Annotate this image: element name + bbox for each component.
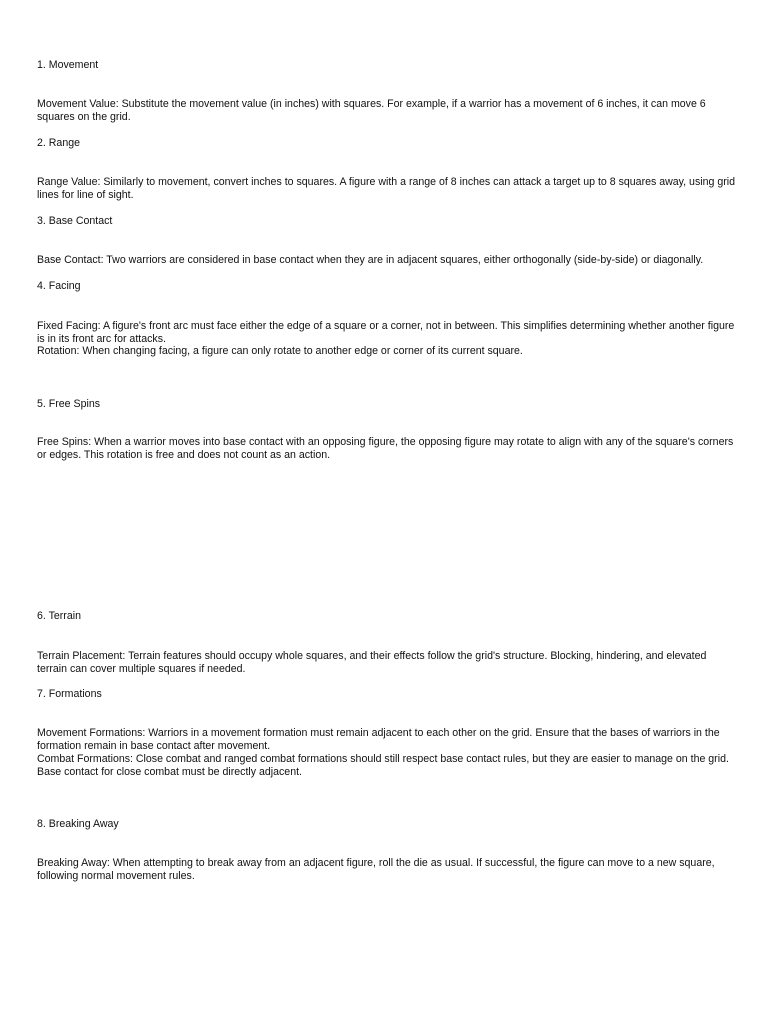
paragraph-fixed-facing: Fixed Facing: A figure's front arc must face either the edge of a square or a corner, not in between. This simplifies determining whether another figure is in its front arc for attacks. <box>37 320 735 345</box>
paragraph-rotation: Rotation: When changing facing, a figure can only rotate to another edge or corner of its current square. <box>37 345 523 357</box>
section-heading-formations: 7. Formations <box>37 688 102 700</box>
paragraph-combat-formations: Combat Formations: Close combat and ranged combat formations should still respect base contact rules, but they are easier to manage on the grid. Base contact for close combat must be directly adjacent. <box>37 753 729 778</box>
section-heading-breaking-away: 8. Breaking Away <box>37 818 119 830</box>
section-heading-free-spins: 5. Free Spins <box>37 398 101 410</box>
section-heading-base-contact: 3. Base Contact <box>37 215 113 227</box>
section-heading-movement: 1. Movement <box>37 59 99 71</box>
paragraph-movement-value: Movement Value: Substitute the movement value (in inches) with squares. For example, if a warrior has a movement of 6 inches, it can move 6 squares on the grid. <box>37 98 706 123</box>
paragraph-movement-formations: Movement Formations: Warriors in a movement formation must remain adjacent to each other on the grid. Ensure that the bases of warriors in the formation remain in base contact after movement. <box>37 727 720 752</box>
paragraph-breaking-away: Breaking Away: When attempting to break away from an adjacent figure, roll the die as usual. If successful, the figure can move to a new square, following normal movement rules. <box>37 857 715 882</box>
section-heading-terrain: 6. Terrain <box>37 610 81 622</box>
section-heading-range: 2. Range <box>37 137 80 149</box>
paragraph-range-value: Range Value: Similarly to movement, convert inches to squares. A figure with a range of 8 inches can attack a target up to 8 squares away, using grid lines for line of sight. <box>37 176 735 201</box>
paragraph-free-spins: Free Spins: When a warrior moves into base contact with an opposing figure, the opposing figure may rotate to align with any of the square's corners or edges. This rotation is free and does not count as an action. <box>37 436 734 461</box>
section-heading-facing: 4. Facing <box>37 280 81 292</box>
paragraph-terrain-placement: Terrain Placement: Terrain features should occupy whole squares, and their effects follow the grid's structure. Blocking, hindering, and elevated terrain can cover multiple squares if needed. <box>37 650 707 675</box>
paragraph-base-contact: Base Contact: Two warriors are considered in base contact when they are in adjacent squares, either orthogonally (side-by-side) or diagonally. <box>37 254 704 266</box>
